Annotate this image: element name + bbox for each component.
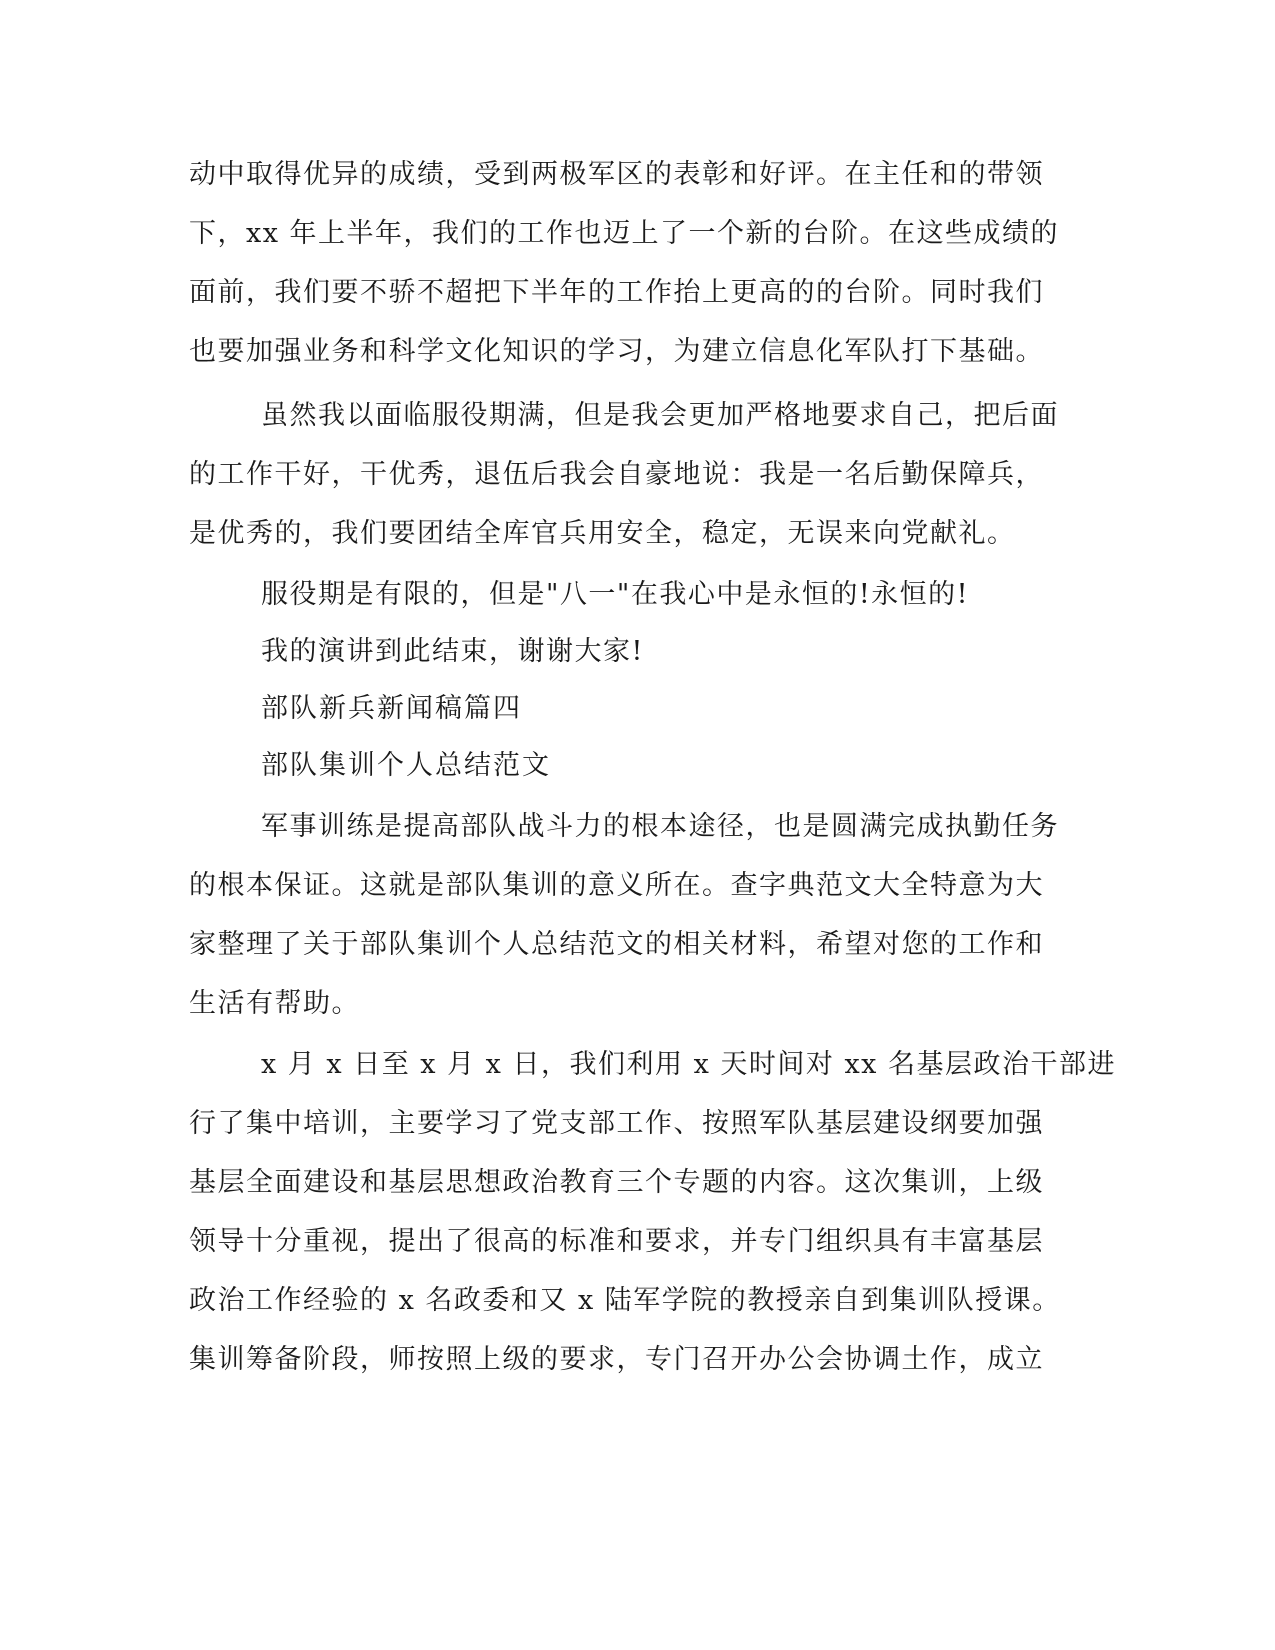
- text-line: 也要加强业务和科学文化知识的学习，为建立信息化军队打下基础。: [189, 336, 1044, 367]
- section-title: 部队新兵新闻稿篇四: [261, 693, 522, 724]
- text-line: 军事训练是提高部队战斗力的根本途径，也是圆满完成执勤任务: [261, 811, 1059, 842]
- text-line: 动中取得优异的成绩，受到两极军区的表彰和好评。在主任和的带领: [189, 159, 1044, 190]
- text-line: 家整理了关于部队集训个人总结范文的相关材料，希望对您的工作和: [189, 929, 1044, 960]
- text-line: 的根本保证。这就是部队集训的意义所在。查字典范文大全特意为大: [189, 870, 1044, 901]
- text-line: 虽然我以面临服役期满，但是我会更加严格地要求自己，把后面: [261, 400, 1059, 431]
- text-line: 我的演讲到此结束，谢谢大家!: [261, 636, 644, 667]
- text-line: 下，xx 年上半年，我们的工作也迈上了一个新的台阶。在这些成绩的: [189, 218, 1060, 249]
- text-line: 生活有帮助。: [189, 988, 360, 1019]
- text-line: 的工作干好，干优秀，退伍后我会自豪地说：我是一名后勤保障兵，: [189, 459, 1044, 490]
- text-line: 面前，我们要不骄不超把下半年的工作抬上更高的的台阶。同时我们: [189, 277, 1044, 308]
- text-line: 服役期是有限的，但是"八一"在我心中是永恒的!永恒的!: [261, 579, 970, 610]
- text-line: 行了集中培训，主要学习了党支部工作、按照军队基层建设纲要加强: [189, 1108, 1044, 1139]
- article-title: 部队集训个人总结范文: [261, 750, 551, 781]
- text-line: 领导十分重视，提出了很高的标准和要求，并专门组织具有丰富基层: [189, 1226, 1044, 1257]
- text-line: 集训筹备阶段，师按照上级的要求，专门召开办公会协调土作，成立: [189, 1344, 1044, 1375]
- text-line: 政治工作经验的 x 名政委和又 x 陆军学院的教授亲自到集训队授课。: [189, 1285, 1061, 1316]
- text-line: 基层全面建设和基层思想政治教育三个专题的内容。这次集训，上级: [189, 1167, 1044, 1198]
- text-line: x 月 x 日至 x 月 x 日，我们利用 x 天时间对 xx 名基层政治干部进: [261, 1049, 1116, 1080]
- text-line: 是优秀的，我们要团结全库官兵用安全，稳定，无误来向党献礼。: [189, 518, 1016, 549]
